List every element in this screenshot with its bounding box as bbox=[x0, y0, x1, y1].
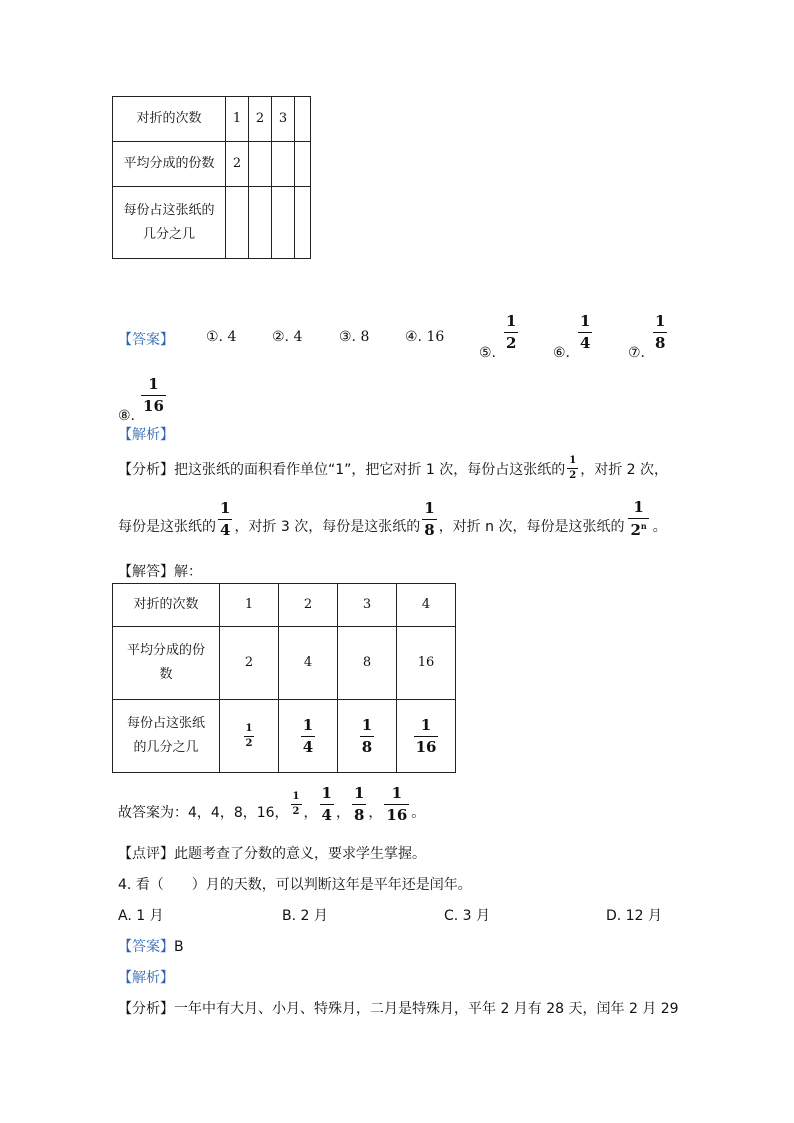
table-cell bbox=[295, 142, 311, 187]
option-c: C. 3 月 bbox=[444, 908, 491, 924]
table-cell bbox=[226, 187, 249, 259]
answer-tag: 【答案】 bbox=[118, 332, 174, 348]
table-cell: 3 bbox=[272, 97, 295, 142]
table-cell: 2 bbox=[226, 142, 249, 187]
fold-table-solved bbox=[112, 583, 456, 773]
table-cell: $\frac{1}{4}$ bbox=[279, 700, 338, 773]
analysis-line-2: 每份是这张纸的 $\frac{1}{4}$ ，对折 3 次，每份是这张纸的 $\frac{1}{8}$ ，对折 n 次，每份是这张纸的 $\frac{1}{2^n}$ 。 bbox=[118, 498, 667, 539]
table-cell: 16 bbox=[397, 627, 456, 700]
table-cell: 4 bbox=[397, 584, 456, 627]
analysis-4-line: 【分析】一年中有大月、小月、特殊月，二月是特殊月，平年 2 月有 28 天，闰年 2 月 29 bbox=[118, 1001, 679, 1017]
answer-item-2: ②. 4 bbox=[272, 329, 303, 345]
table-cell: 平均分成的份数 bbox=[113, 142, 226, 187]
table-cell bbox=[249, 142, 272, 187]
table-cell: 2 bbox=[249, 97, 272, 142]
comment-line: 【点评】此题考查了分数的意义，要求学生掌握。 bbox=[118, 846, 426, 862]
answer-item-3: ③. 8 bbox=[339, 329, 370, 345]
table-cell bbox=[295, 97, 311, 142]
answer-item-6: ⑥. $\frac{1}{4}$ bbox=[553, 311, 591, 361]
table-cell: $\frac{1}{8}$ bbox=[338, 700, 397, 773]
table-cell: 8 bbox=[338, 627, 397, 700]
table-cell: 1 bbox=[220, 584, 279, 627]
cell-line: 几分之几 bbox=[142, 226, 195, 242]
table-cell bbox=[113, 187, 226, 259]
table-cell bbox=[272, 142, 295, 187]
conclusion-line: 故答案为：4，4，8，16， $\frac{1}{2}$ ， $\frac{1}{4}$ ， $\frac{1}{8}$ ， $\frac{1}{16}$ 。 bbox=[118, 784, 426, 824]
answer-item-8: ⑧. $\frac{1}{16}$ bbox=[118, 374, 164, 424]
table-cell: 4 bbox=[279, 627, 338, 700]
table-cell: 2 bbox=[220, 627, 279, 700]
table-cell bbox=[272, 187, 295, 259]
jiexi-4-tag: 【解析】 bbox=[118, 970, 174, 986]
fold-table-blank bbox=[112, 96, 311, 259]
jiexi-tag: 【解析】 bbox=[118, 427, 174, 443]
table-cell bbox=[295, 187, 311, 259]
table-cell bbox=[249, 187, 272, 259]
option-a: A. 1 月 bbox=[118, 908, 164, 924]
cell-line: 每份占这张纸 bbox=[126, 716, 205, 731]
table-cell: 对折的次数 bbox=[113, 97, 226, 142]
table-cell: 对折的次数 bbox=[113, 584, 220, 627]
question-4-stem: 4. 看（ ）月的天数，可以判断这年是平年还是闰年。 bbox=[118, 877, 472, 893]
solution-line: 【解答】解： bbox=[118, 564, 202, 580]
table-cell: $\frac{1}{16}$ bbox=[397, 700, 456, 773]
table-cell: 2 bbox=[279, 584, 338, 627]
answer-4-line: 【答案】B bbox=[118, 939, 184, 955]
cell-line: 的几分之几 bbox=[133, 740, 199, 755]
analysis-line-1: 【分析】 把这张纸的面积看作单位“1”，把它对折 1 次，每份占这张纸的 $\frac{1}{2}$ ，对折 2 次， bbox=[118, 455, 669, 481]
answer-item-5: ⑤. $\frac{1}{2}$ bbox=[479, 311, 517, 361]
cell-line: 平均分成的份 bbox=[126, 643, 205, 658]
option-b: B. 2 月 bbox=[282, 908, 328, 924]
option-d: D. 12 月 bbox=[606, 908, 662, 924]
cell-line: 每份占这张纸的 bbox=[123, 202, 215, 218]
table-cell: 3 bbox=[338, 584, 397, 627]
table-cell bbox=[113, 700, 220, 773]
table-cell: $\frac{1}{2}$ bbox=[220, 700, 279, 773]
answer-item-4: ④. 16 bbox=[405, 329, 445, 345]
answer-item-7: ⑦. $\frac{1}{8}$ bbox=[628, 311, 666, 361]
table-cell bbox=[113, 627, 220, 700]
table-cell: 1 bbox=[226, 97, 249, 142]
cell-line: 数 bbox=[159, 667, 173, 682]
answer-item-1: ①. 4 bbox=[206, 329, 237, 345]
